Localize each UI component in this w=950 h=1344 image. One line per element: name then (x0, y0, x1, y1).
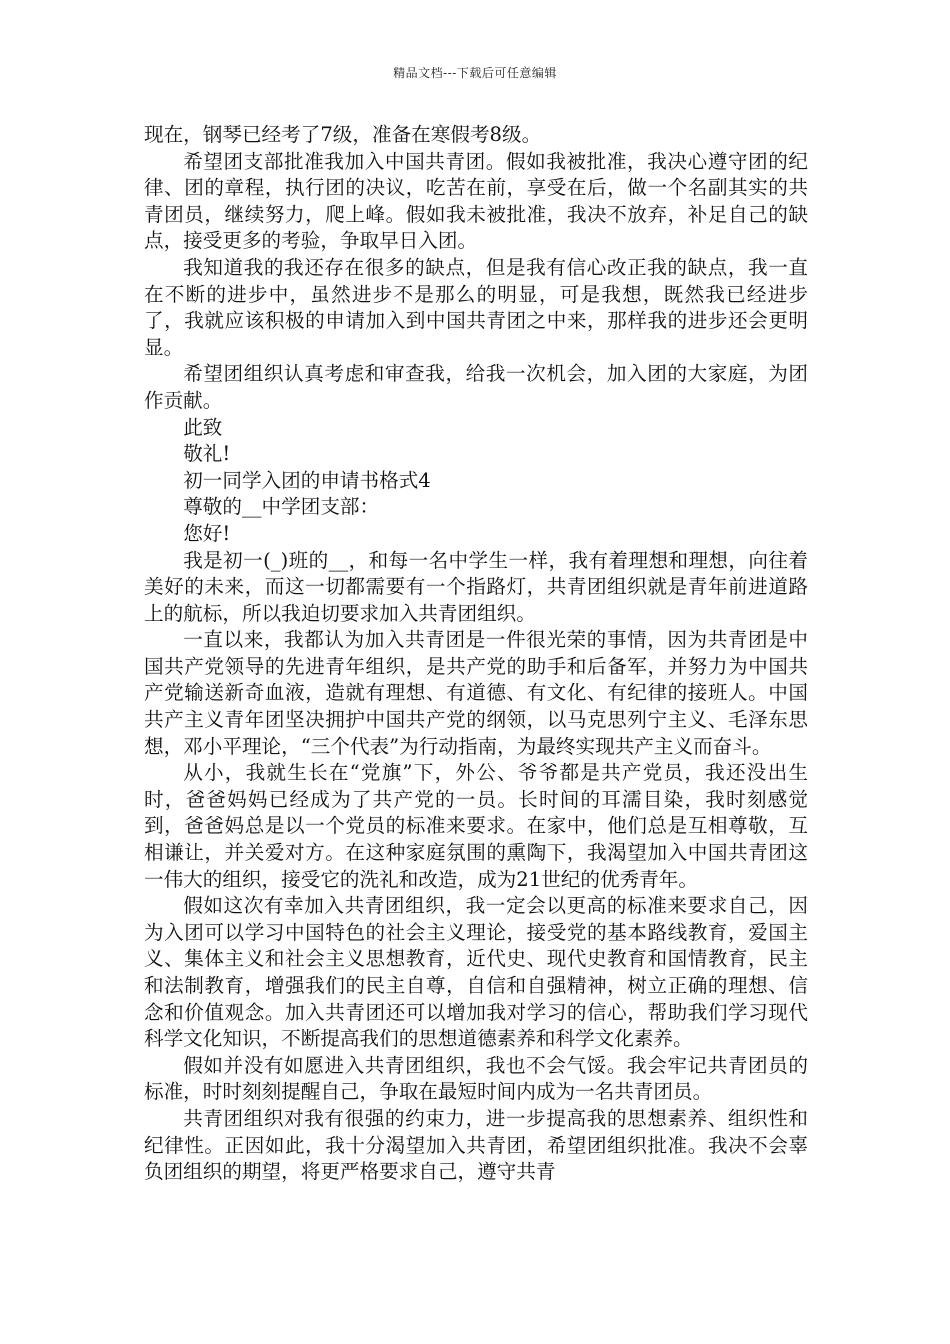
greeting: 您好! (183, 521, 231, 545)
salutation: 尊敬的__中学团支部： (183, 495, 380, 519)
document-body (144, 122, 808, 1186)
paragraph: 希望团组织认真考虑和审查我，给我一次机会，加入团的大家庭，为团作贡献。 (144, 362, 808, 412)
paragraph: 共青团组织对我有很强的约束力，进一步提高我的思想素养、组织性和纪律性。正因如此，我十分渴望加入共青团，希望团组织批准。我决不会辜负团组织的期望，将更严格要求自己，遵守共青 (144, 1106, 808, 1184)
paragraph: 假如并没有如愿进入共青团组织，我也不会气馁。我会牢记共青团员的标准，时时刻刻提醒自己，争取在最短时间内成为一名共青团员。 (144, 1053, 808, 1104)
closing-line: 敬礼! (183, 442, 231, 466)
paragraph: 我是初一(_)班的__，和每一名中学生一样，我有着理想和理想，向往着美好的未来，而这一切都需要有一个指路灯，共青团组织就是青年前进道路上的航标，所以我迫切要求加入共青团组织。 (144, 548, 808, 625)
section-title: 初一同学入团的申请书格式4 (183, 468, 431, 492)
closing-line: 此致 (183, 415, 223, 439)
paragraph: 从小，我就生长在“党旗”下，外公、爷爷都是共产党员，我还没出生时，爸爸妈妈已经成为了共产党的一员。长时间的耳濡目染，我时刻感觉到，爸爸妈总是以一个党员的标准来要求。在家中，他们总是互相尊敬，互相谦让，并关爱对方。在这种家庭氛围的熏陶下，我渴望加入中国共青团这一伟大的组织，接受它的洗礼和改造，成为21世纪的优秀青年。 (144, 761, 808, 891)
paragraph: 我知道我的我还存在很多的缺点，但是我有信心改正我的缺点，我一直在不断的进步中，虽然进步不是那么的明显，可是我想，既然我已经进步了，我就应该积极的申请加入到中国共青团之中来，那样我的进步还会更明显。 (144, 255, 808, 359)
page-header: 精品文档---下载后可任意编辑 (393, 66, 557, 80)
paragraph: 假如这次有幸加入共青团组织，我一定会以更高的标准来要求自己，因为入团可以学习中国特色的社会主义理论，接受党的基本路线教育，爱国主义、集体主义和社会主义思想教育，近代史、现代史教育和国情教育，民主和法制教育，增强我们的民主自尊，自信和自强精神，树立正确的理想、信念和价值观念。加入共青团还可以增加我对学习的信心，帮助我们学习现代科学文化知识，不断提高我们的思想道德素养和科学文化素养。 (144, 894, 808, 1051)
paragraph: 一直以来，我都认为加入共青团是一件很光荣的事情，因为共青团是中国共产党领导的先进青年组织，是共产党的助手和后备军，并努力为中国共产党输送新奇血液，造就有理想、有道德、有文化、有纪律的接班人。中国共产主义青年团坚决拥护中国共产党的纲领，以马克思列宁主义、毛泽东思想，邓小平理论，“三个代表”为行动指南，为最终实现共产主义而奋斗。 (144, 628, 808, 758)
paragraph: 希望团支部批准我加入中国共青团。假如我被批准，我决心遵守团的纪律、团的章程，执行团的决议，吃苦在前，享受在后，做一个名副其实的共青团员，继续努力，爬上峰。假如我未被批准，我决不放弃，补足自己的缺点，接受更多的考验，争取早日入团。 (144, 149, 808, 253)
paragraph: 现在，钢琴已经考了7级，准备在寒假考8级。 (144, 123, 542, 146)
